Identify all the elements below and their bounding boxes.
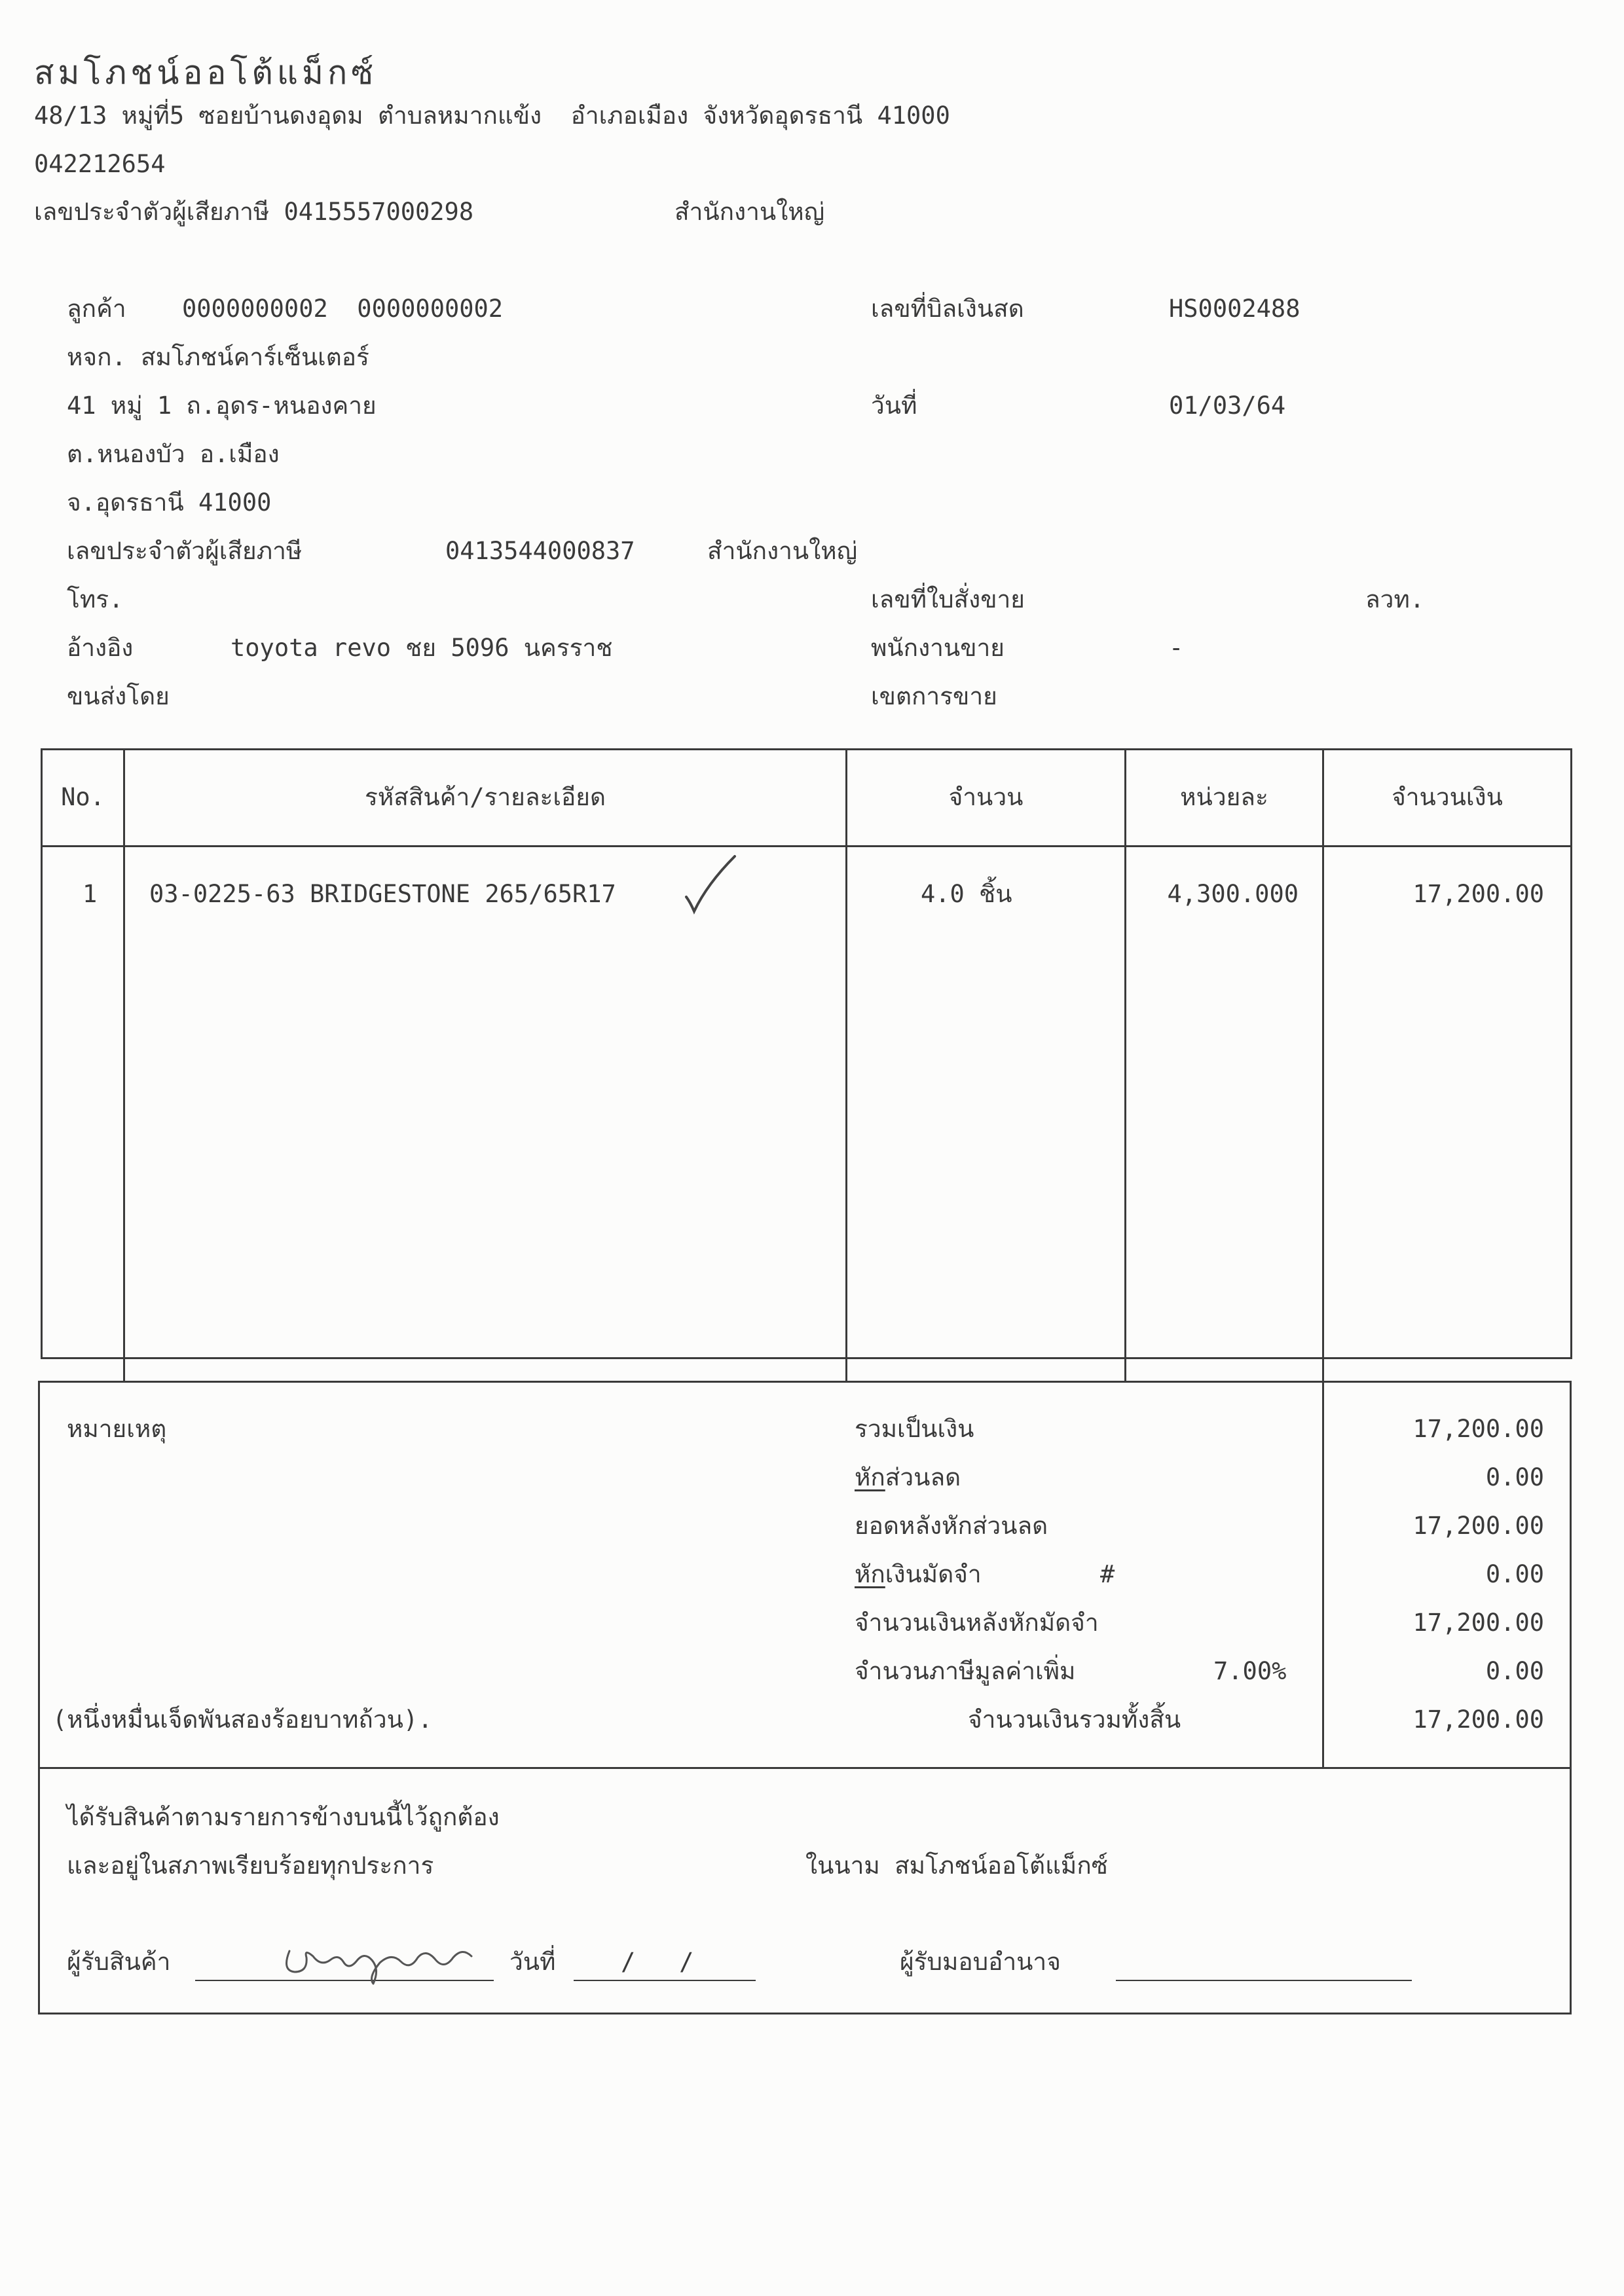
customer-address-2: ต.หนองบัว อ.เมือง: [67, 440, 280, 468]
customer-address-3: จ.อุดรธานี 41000: [67, 488, 272, 517]
receive-date-line: [574, 1980, 756, 1981]
receive-date-slashes: / /: [621, 1948, 694, 1976]
company-tax-id: เลขประจำตัวผู้เสียภาษี 0415557000298: [34, 198, 474, 226]
customer-ship-label: ขนส่งโดย: [67, 682, 170, 710]
customer-branch: สำนักงานใหญ่: [707, 537, 858, 565]
after-deposit-value: 17,200.00: [1412, 1609, 1544, 1637]
deposit-label: [855, 1560, 982, 1589]
vat-rate: 7.00%: [1213, 1657, 1287, 1685]
on-behalf-of: ในนาม สมโภชน์ออโต้แม็กซ์: [805, 1851, 1108, 1880]
col-divider-3: [1124, 748, 1126, 1381]
deposit-value: 0.00: [1485, 1560, 1544, 1588]
company-name: สมโภชน์ออโต้แม็กซ์: [34, 54, 378, 92]
col-divider-2: [845, 748, 847, 1381]
discount-prefix: หัก: [855, 1463, 885, 1491]
amount-in-words: (หนึ่งหมื่นเจ็ดพันสองร้อยบาทถ้วน).: [52, 1705, 433, 1734]
row-quantity: 4.0 ชิ้น: [921, 880, 1012, 908]
discount-label: [855, 1463, 961, 1492]
header-description: รหัสสินค้า/รายละเอียด: [365, 783, 606, 811]
row-description: 03-0225-63 BRIDGESTONE 265/65R17: [149, 880, 616, 908]
row-unit-price: 4,300.000: [1167, 880, 1299, 908]
after-deposit-label: จำนวนเงินหลังหักมัดจำ: [855, 1609, 1099, 1637]
customer-tel-label: โทร.: [67, 585, 124, 613]
summary-divider: [38, 1767, 1572, 1769]
sales-order-label: เลขที่ใบสั่งขาย: [871, 585, 1025, 613]
subtotal-label: รวมเป็นเงิน: [855, 1415, 974, 1443]
remark-label: หมายเหตุ: [67, 1415, 167, 1443]
customer-name: หจก. สมโภชน์คาร์เซ็นเตอร์: [67, 343, 369, 371]
authorized-signature-line: [1116, 1980, 1412, 1981]
header-amount: จำนวนเงิน: [1392, 783, 1503, 811]
customer-address-1: 41 หมู่ 1 ถ.อุดร-หนองคาย: [67, 392, 377, 420]
table-header-divider: [41, 845, 1572, 847]
discount-text: ส่วนลด: [885, 1463, 961, 1491]
col-divider-1: [123, 748, 125, 1381]
company-address: 48/13 หมู่ที่5 ซอยบ้านดงอุดม ตำบลหมากแข้ง อำเภอเมือง จังหวัดอุดรธานี 41000: [34, 101, 950, 130]
deposit-prefix: หัก: [855, 1560, 885, 1588]
receiver-signature: [275, 1931, 491, 1990]
grand-total-label: จำนวนเงินรวมทั้งสิ้น: [968, 1705, 1181, 1734]
checkmark-icon: [681, 851, 740, 917]
customer-ref-label: อ้างอิง: [67, 634, 134, 662]
after-discount-label: ยอดหลังหักส่วนลด: [855, 1512, 1048, 1540]
row-no: 1: [83, 880, 98, 908]
row-amount: 17,200.00: [1412, 880, 1544, 908]
header-quantity: จำนวน: [948, 783, 1024, 811]
discount-value: 0.00: [1485, 1463, 1544, 1491]
customer-label: ลูกค้า: [67, 295, 126, 323]
header-no: No.: [61, 783, 105, 811]
items-table: [41, 748, 1572, 1359]
bill-date-label: วันที่: [871, 392, 917, 420]
header-unit-price: หน่วยละ: [1180, 783, 1268, 811]
bill-no-value: HS0002488: [1169, 295, 1301, 323]
received-statement-1: ได้รับสินค้าตามรายการข้างบนนี้ไว้ถูกต้อง: [67, 1803, 500, 1831]
subtotal-value: 17,200.00: [1412, 1415, 1544, 1443]
deposit-text: เงินมัดจำ: [885, 1560, 982, 1588]
sales-order-value: ลวท.: [1365, 585, 1425, 613]
customer-code: 0000000002 0000000002: [182, 295, 504, 323]
receiver-label: ผู้รับสินค้า: [67, 1948, 171, 1976]
salesperson-value: -: [1169, 634, 1184, 662]
receive-date-label: วันที่: [509, 1948, 556, 1976]
authorized-label: ผู้รับมอบอำนาจ: [900, 1948, 1061, 1976]
customer-tax-id: 0413544000837: [445, 537, 635, 565]
vat-value: 0.00: [1485, 1657, 1544, 1685]
company-branch: สำนักงานใหญ่: [674, 198, 825, 226]
sales-area-label: เขตการขาย: [871, 682, 997, 710]
salesperson-label: พนักงานขาย: [871, 634, 1005, 662]
company-phone: 042212654: [34, 150, 166, 178]
customer-tax-label: เลขประจำตัวผู้เสียภาษี: [67, 537, 303, 565]
bill-no-label: เลขที่บิลเงินสด: [871, 295, 1024, 323]
grand-total-value: 17,200.00: [1412, 1705, 1544, 1734]
bill-date-value: 01/03/64: [1169, 392, 1286, 420]
customer-ref-value: toyota revo ชย 5096 นครราช: [231, 634, 613, 662]
vat-label: จำนวนภาษีมูลค่าเพิ่ม: [855, 1657, 1076, 1685]
after-discount-value: 17,200.00: [1412, 1512, 1544, 1540]
deposit-mark: #: [1100, 1560, 1115, 1588]
received-statement-2: และอยู่ในสภาพเรียบร้อยทุกประการ: [67, 1851, 434, 1880]
